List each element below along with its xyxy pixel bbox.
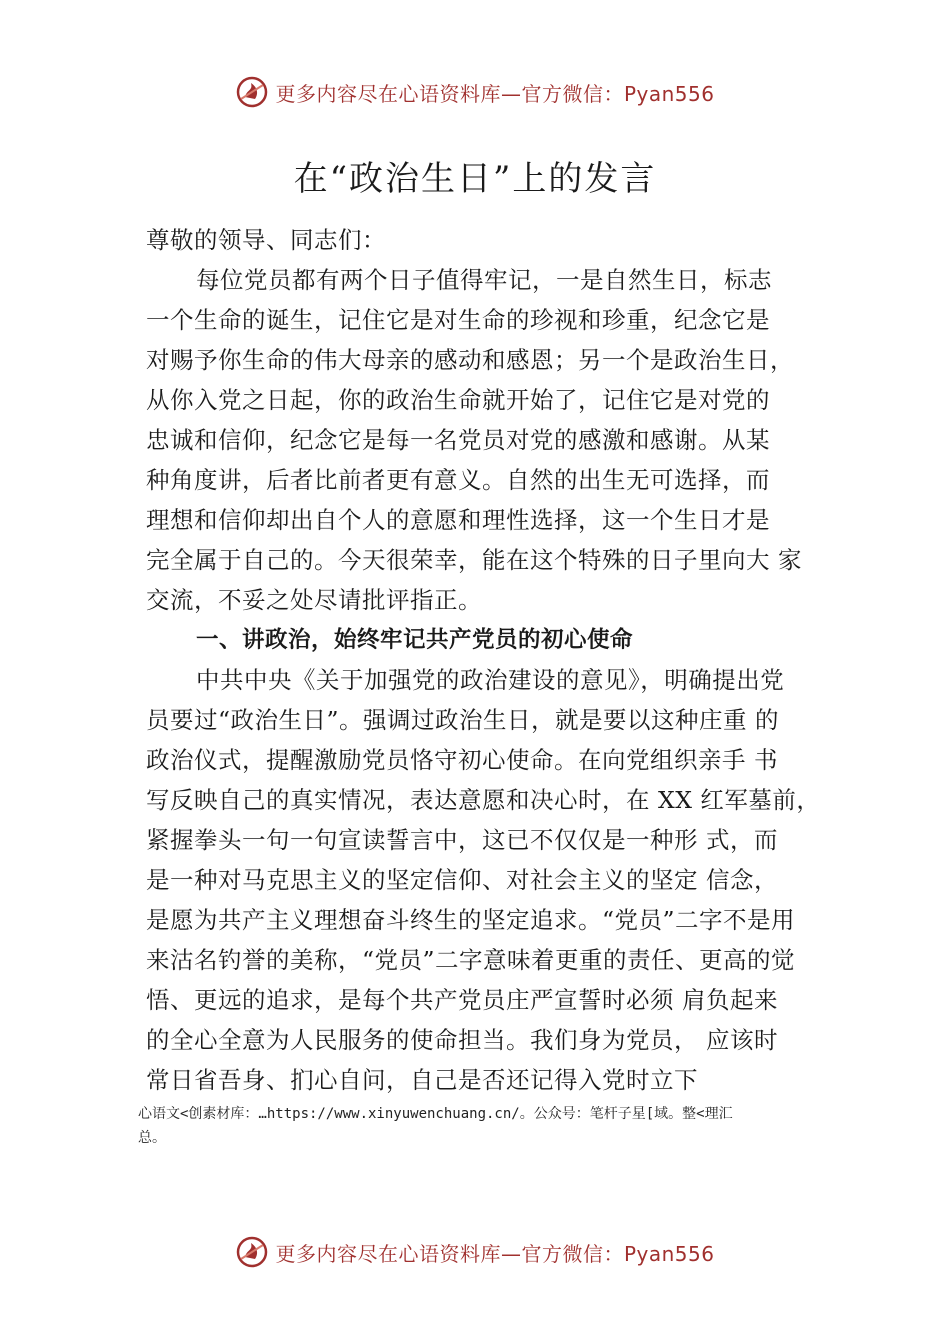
paragraph-line: 完全属于自己的。今天很荣幸，能在这个特殊的日子里向大 家 [146,546,802,574]
paragraph-line: 政治仪式，提醒激励党员恪守初心使命。在向党组织亲手 书 [146,746,778,774]
section-heading: 一、讲政治，始终牢记共产党员的初心使命 [196,627,634,653]
paragraph-line: 员要过“政治生日”。强调过政治生日，就是要以这种庄重 的 [146,706,779,734]
footnote-line: 总。 [138,1130,166,1146]
paragraph-line: 一个生命的诞生，记住它是对生命的珍视和珍重，纪念它是 [146,306,770,334]
footer-banner [0,1232,950,1272]
banner-text: 更多内容尽在心语资料库—官方微信：Pyan556 [275,1241,715,1266]
paragraph-line: 紧握拳头一句一句宣读誓言中，这已不仅仅是一种形 式，而 [146,826,778,854]
paragraph-line: 忠诚和信仰，纪念它是每一名党员对党的感激和感谢。从某 [146,426,770,454]
paragraph-line: 中共中央《关于加强党的政治建设的意见》，明确提出党 [196,666,785,694]
paragraph-line: 尊敬的领导、同志们： [146,226,386,254]
footnote-line: 心语文<创素材库：…https://www.xinyuwenchuang.cn/。公众号：笔杆子星[域。整<理汇 [138,1106,733,1122]
footnote [138,1102,838,1150]
paragraph-line: 写反映自己的真实情况，表达意愿和决心时，在 XX 红军墓前， [146,786,821,814]
document-title: 在“政治生日”上的发言 [293,158,657,199]
paragraph-line: 来沽名钓誉的美称，“党员”二字意味着更重的责任、更高的觉 [146,946,796,974]
paragraph-line: 每位党员都有两个日子值得牢记，一是自然生日，标志 [196,266,772,294]
paragraph-line: 是一种对马克思主义的坚定信仰、对社会主义的坚定 信念， [146,866,778,894]
banner-text: 更多内容尽在心语资料库—官方微信：Pyan556 [275,81,715,106]
paragraph-line: 常日省吾身、扪心自问，自己是否还记得入党时立下 [146,1066,698,1094]
paragraph-line: 理想和信仰却出自个人的意愿和理性选择，这一个生日才是 [146,506,770,534]
paragraph-line: 的全心全意为人民服务的使命担当。我们身为党员， 应该时 [146,1026,778,1054]
flame-circle-logo-icon [235,75,269,109]
paragraph-line: 悟、更远的追求，是每个共产党员庄严宣誓时必须 肩负起来 [146,986,778,1014]
document-body [146,220,836,1100]
paragraph-line: 对赐予你生命的伟大母亲的感动和感恩；另一个是政治生日， [146,346,794,374]
paragraph-line: 从你入党之日起，你的政治生命就开始了，记住它是对党的 [146,386,770,414]
paragraph-line: 种角度讲，后者比前者更有意义。自然的出生无可选择，而 [146,466,770,494]
paragraph-line: 交流，不妥之处尽请批评指正。 [146,586,482,614]
paragraph-line: 是愿为共产主义理想奋斗终生的坚定追求。“党员”二字不是用 [146,906,796,934]
header-banner [0,72,950,112]
flame-circle-logo-icon [235,1235,269,1269]
